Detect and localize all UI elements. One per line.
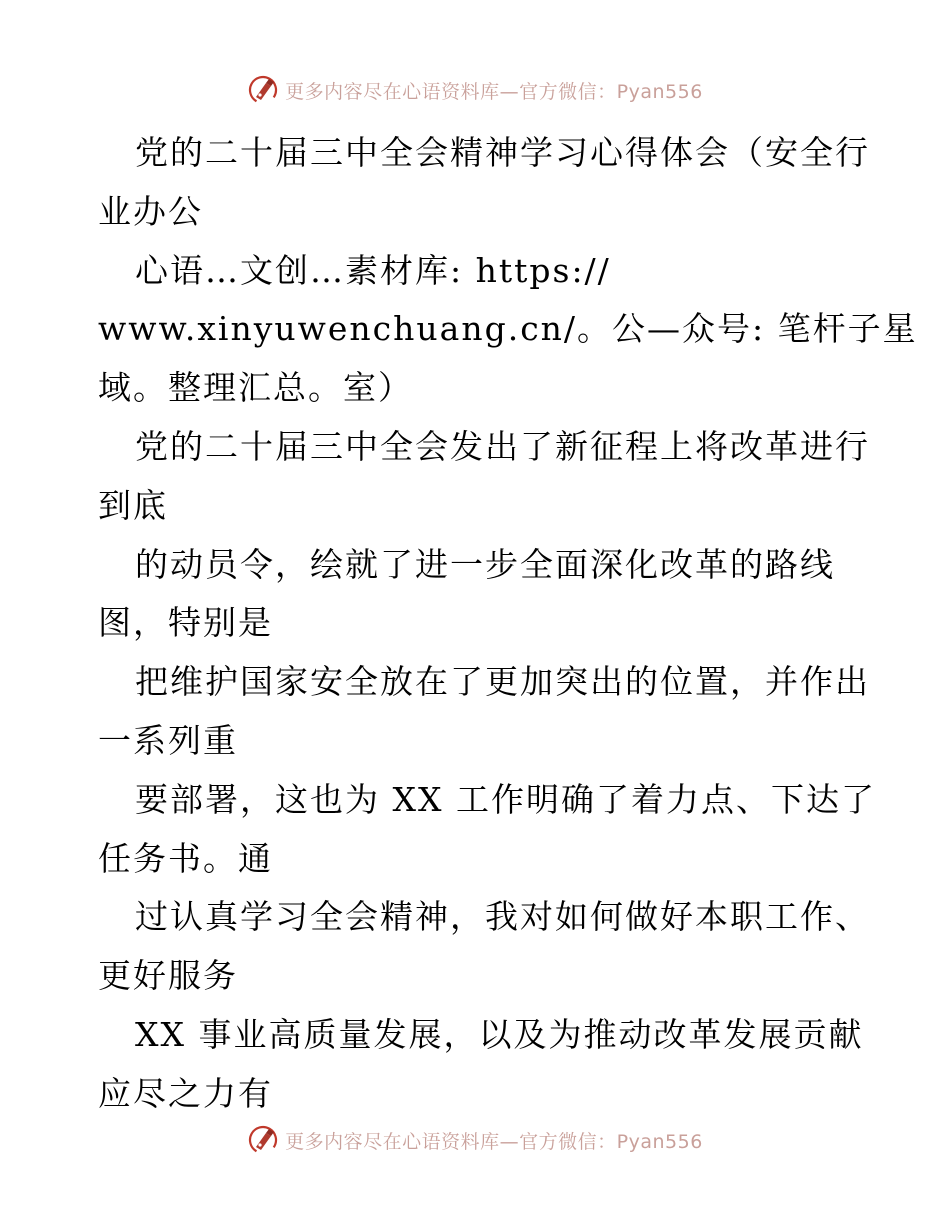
text-line: XX 事业高质量发展，以及为推动改革发展贡献: [135, 1014, 864, 1054]
text-line: 要部署，这也为 XX 工作明确了着力点、下达了: [135, 779, 876, 819]
text-line: 域。整理汇总。室）: [98, 368, 413, 408]
document-body: [98, 124, 918, 1124]
footer-watermark: [0, 1118, 950, 1162]
text-line: 的动员令，绘就了进一步全面深化改革的路线: [135, 544, 835, 584]
text-line: 到底: [98, 485, 168, 525]
text-line: 过认真学习全会精神，我对如何做好本职工作、: [135, 897, 870, 937]
watermark-text: 更多内容尽在心语资料库—官方微信：Pyan556: [285, 1130, 703, 1153]
text-line: 任务书。通: [98, 838, 273, 878]
header-watermark: [0, 68, 950, 112]
text-line: www.xinyuwenchuang.cn/。公—众号: 笔杆子星: [98, 309, 918, 349]
text-line: 业办公: [98, 191, 203, 231]
pen-nib-logo-icon: [247, 1124, 279, 1156]
text-line: 党的二十届三中全会发出了新征程上将改革进行: [135, 426, 870, 466]
watermark-text: 更多内容尽在心语资料库—官方微信：Pyan556: [285, 80, 703, 103]
text-line: 心语…文创…素材库: https://: [135, 250, 611, 290]
text-line: 把维护国家安全放在了更加突出的位置，并作出: [135, 662, 870, 702]
pen-nib-logo-icon: [247, 74, 279, 106]
text-line: 更好服务: [98, 956, 238, 996]
text-line: 应尽之力有: [98, 1073, 273, 1113]
text-line: 图，特别是: [98, 603, 273, 643]
text-line: 一系列重: [98, 720, 238, 760]
text-line: 党的二十届三中全会精神学习心得体会（安全行: [135, 133, 870, 172]
